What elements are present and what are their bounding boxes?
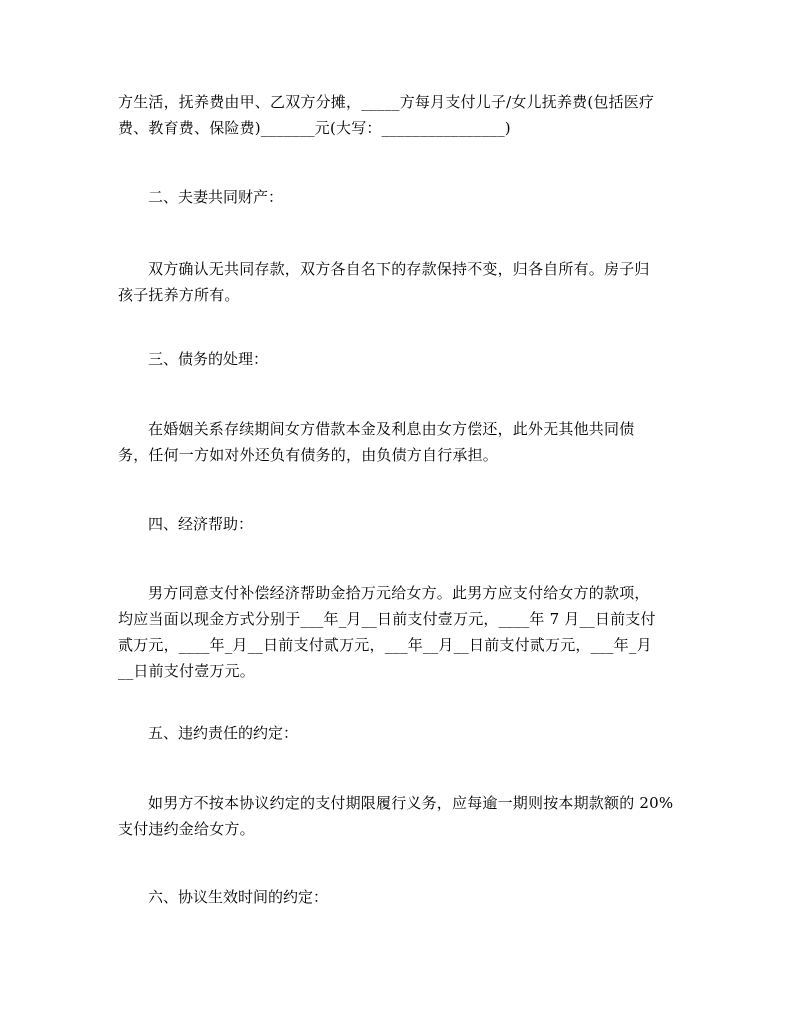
text-line: 孩子抚养方所有。 <box>118 286 240 304</box>
section-heading-debts: 三、债务的处理： <box>148 350 269 368</box>
text-line: 支付违约金给女方。 <box>118 820 255 838</box>
text-line: 务，任何一方如对外还负有债务的，由负债方自行承担。 <box>118 446 499 464</box>
paragraph-joint-property <box>118 256 678 308</box>
text-line: 费、教育费、保险费)_______元(大写：________________) <box>118 119 511 137</box>
section-heading-economic-aid: 四、经济帮助： <box>148 515 254 533</box>
text-line: 在婚姻关系存续期间女方借款本金及利息由女方偿还，此外无其他共同债 <box>148 420 635 438</box>
section-heading-joint-property: 二、夫妻共同财产： <box>148 188 284 206</box>
text-line: 均应当面以现金方式分别于___年_月__日前支付壹万元，____年 7 月__日前支付 <box>118 610 656 628</box>
text-line: 贰万元，____年_月__日前支付贰万元，___年__月__日前支付贰万元，___年_月 <box>118 636 652 654</box>
paragraph-economic-aid <box>118 580 678 684</box>
section-heading-effective-date: 六、协议生效时间的约定： <box>148 888 329 906</box>
section-heading-breach-liability: 五、违约责任的约定： <box>148 724 299 742</box>
text-line: __日前支付壹万元。 <box>118 662 256 680</box>
paragraph-debts <box>118 416 678 468</box>
text-line: 双方确认无共同存款，双方各自名下的存款保持不变，归各自所有。房子归 <box>148 260 650 278</box>
text-line: 如男方不按本协议约定的支付期限履行义务，应每逾一期则按本期款额的 20% <box>148 794 674 812</box>
text-line: 方生活，抚养费由甲、乙双方分摊，_____方每月支付儿子/女儿抚养费(包括医疗 <box>118 93 655 111</box>
text-line: 男方同意支付补偿经济帮助金拾万元给女方。此男方应支付给女方的款项， <box>148 584 650 602</box>
paragraph-child-support <box>118 89 678 141</box>
paragraph-breach-liability <box>118 790 678 842</box>
